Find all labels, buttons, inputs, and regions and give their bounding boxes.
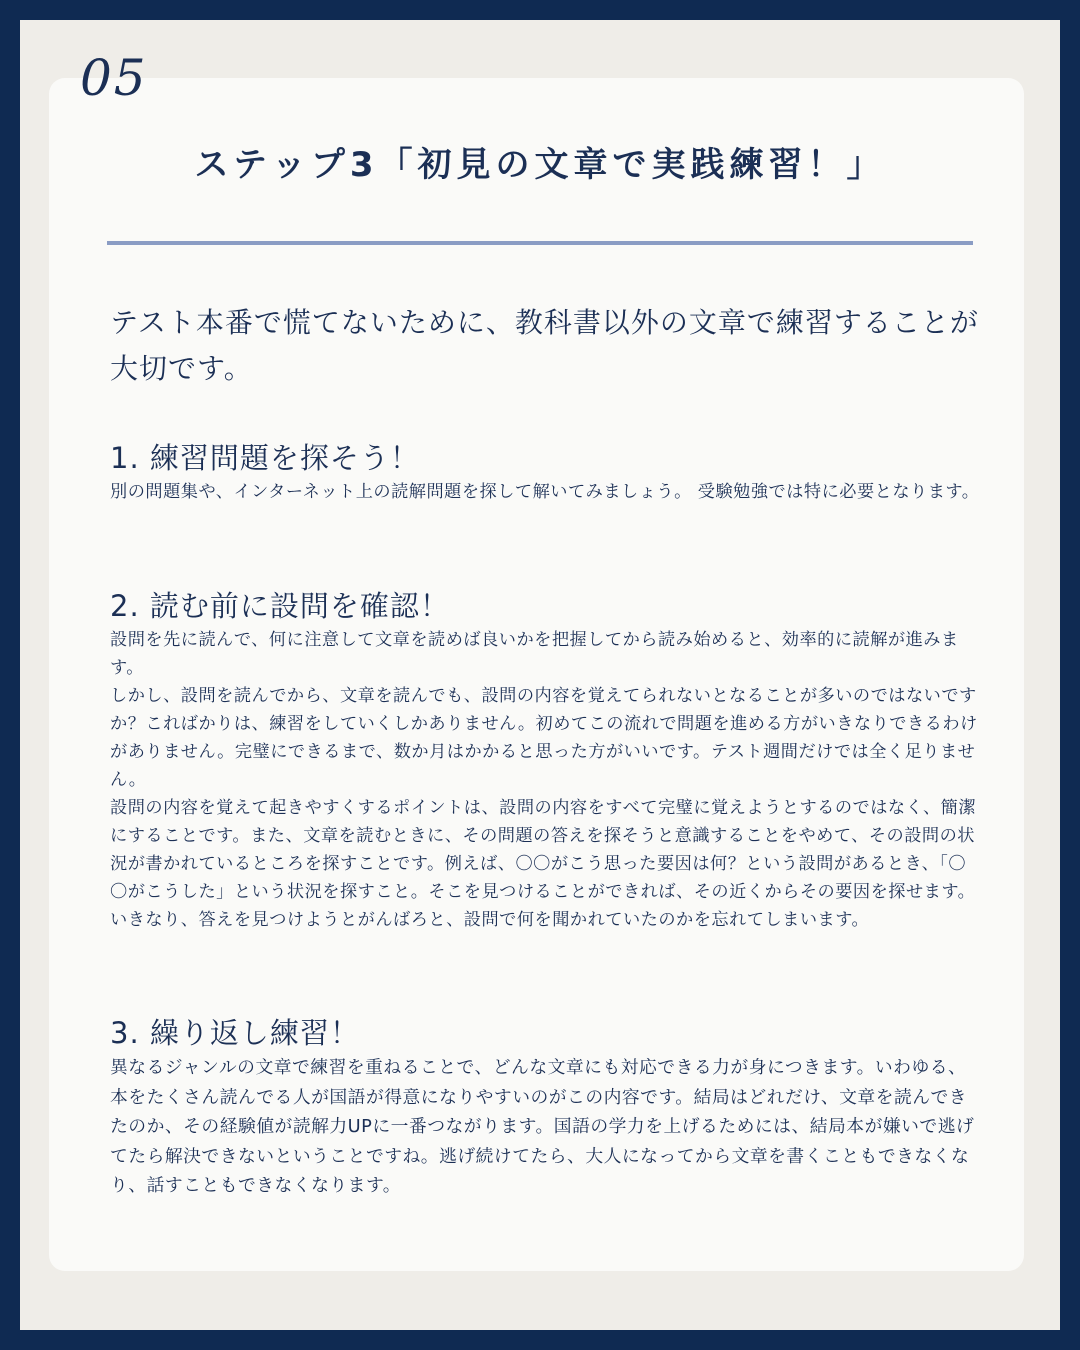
page-title: ステップ3「初見の文章で実践練習！」 (194, 145, 886, 185)
section-body (110, 1053, 980, 1201)
section-heading: 3. 繰り返し練習！ (110, 1016, 360, 1050)
page-number: 05 (80, 49, 148, 107)
section-paragraph: 設問の内容を覚えて起きやすくするポイントは、設問の内容をすべて完璧に覚えようとするのではなく、簡潔にすることです。また、文章を読むときに、その問題の答えを探そうと意識することをやめて、その設問の状況が書かれているところを探すことです。例えば、〇〇がこう思った要因は何？という設問があるとき、「〇〇がこうした」という状況を探すこと。そこを見つけることができれば、その近くからその要因を探せます。いきなり、答えを見つけようとがんばろと、設問で何を聞かれていたのかを忘れてしまいます。 (110, 798, 977, 930)
section-body (110, 626, 980, 934)
section-body (110, 478, 980, 506)
section-paragraph: しかし、設問を読んでから、文章を読んでも、設問の内容を覚えてられないとなることが多いのではないですか？こればかりは、練習をしていくしかありません。初めてこの流れで問題を進める方がいきなりできるわけがありません。完璧にできるまで、数か月はかかると思った方がいいです。テスト週間だけでは全く足りません。 (110, 686, 978, 790)
section-find-practice (110, 438, 980, 506)
section-heading: 1. 練習問題を探そう！ (110, 441, 420, 475)
section-paragraph: 異なるジャンルの文章で練習を重ねることで、どんな文章にも対応できる力が身につきます。いわゆる、本をたくさん読んでる人が国語が得意になりやすいのがこの内容です。結局はどれだけ、文章を読んできたのか、その経験値が読解力UPに一番つながります。国語の学力を上げるためには、結局本が嫌いで逃げてたら解決できないということですね。逃げ続けてたら、大人になってから文章を書くこともできなくなり、話すこともできなくなります。 (110, 1057, 975, 1196)
section-check-questions (110, 586, 980, 934)
section-paragraph: 別の問題集や、インターネット上の読解問題を探して解いてみましょう。 受験勉強では特に必要となります。 (110, 482, 980, 502)
title-divider (107, 241, 973, 245)
section-heading: 2. 読む前に設問を確認！ (110, 589, 450, 623)
intro-text: テスト本番で慌てないために、教科書以外の文章で練習することが大切です。 (110, 306, 979, 385)
section-paragraph: 設問を先に読んで、何に注意して文章を読めば良いかを把握してから読み始めると、効率的に読解が進みます。 (110, 630, 959, 678)
section-repeat-practice (110, 1013, 980, 1201)
